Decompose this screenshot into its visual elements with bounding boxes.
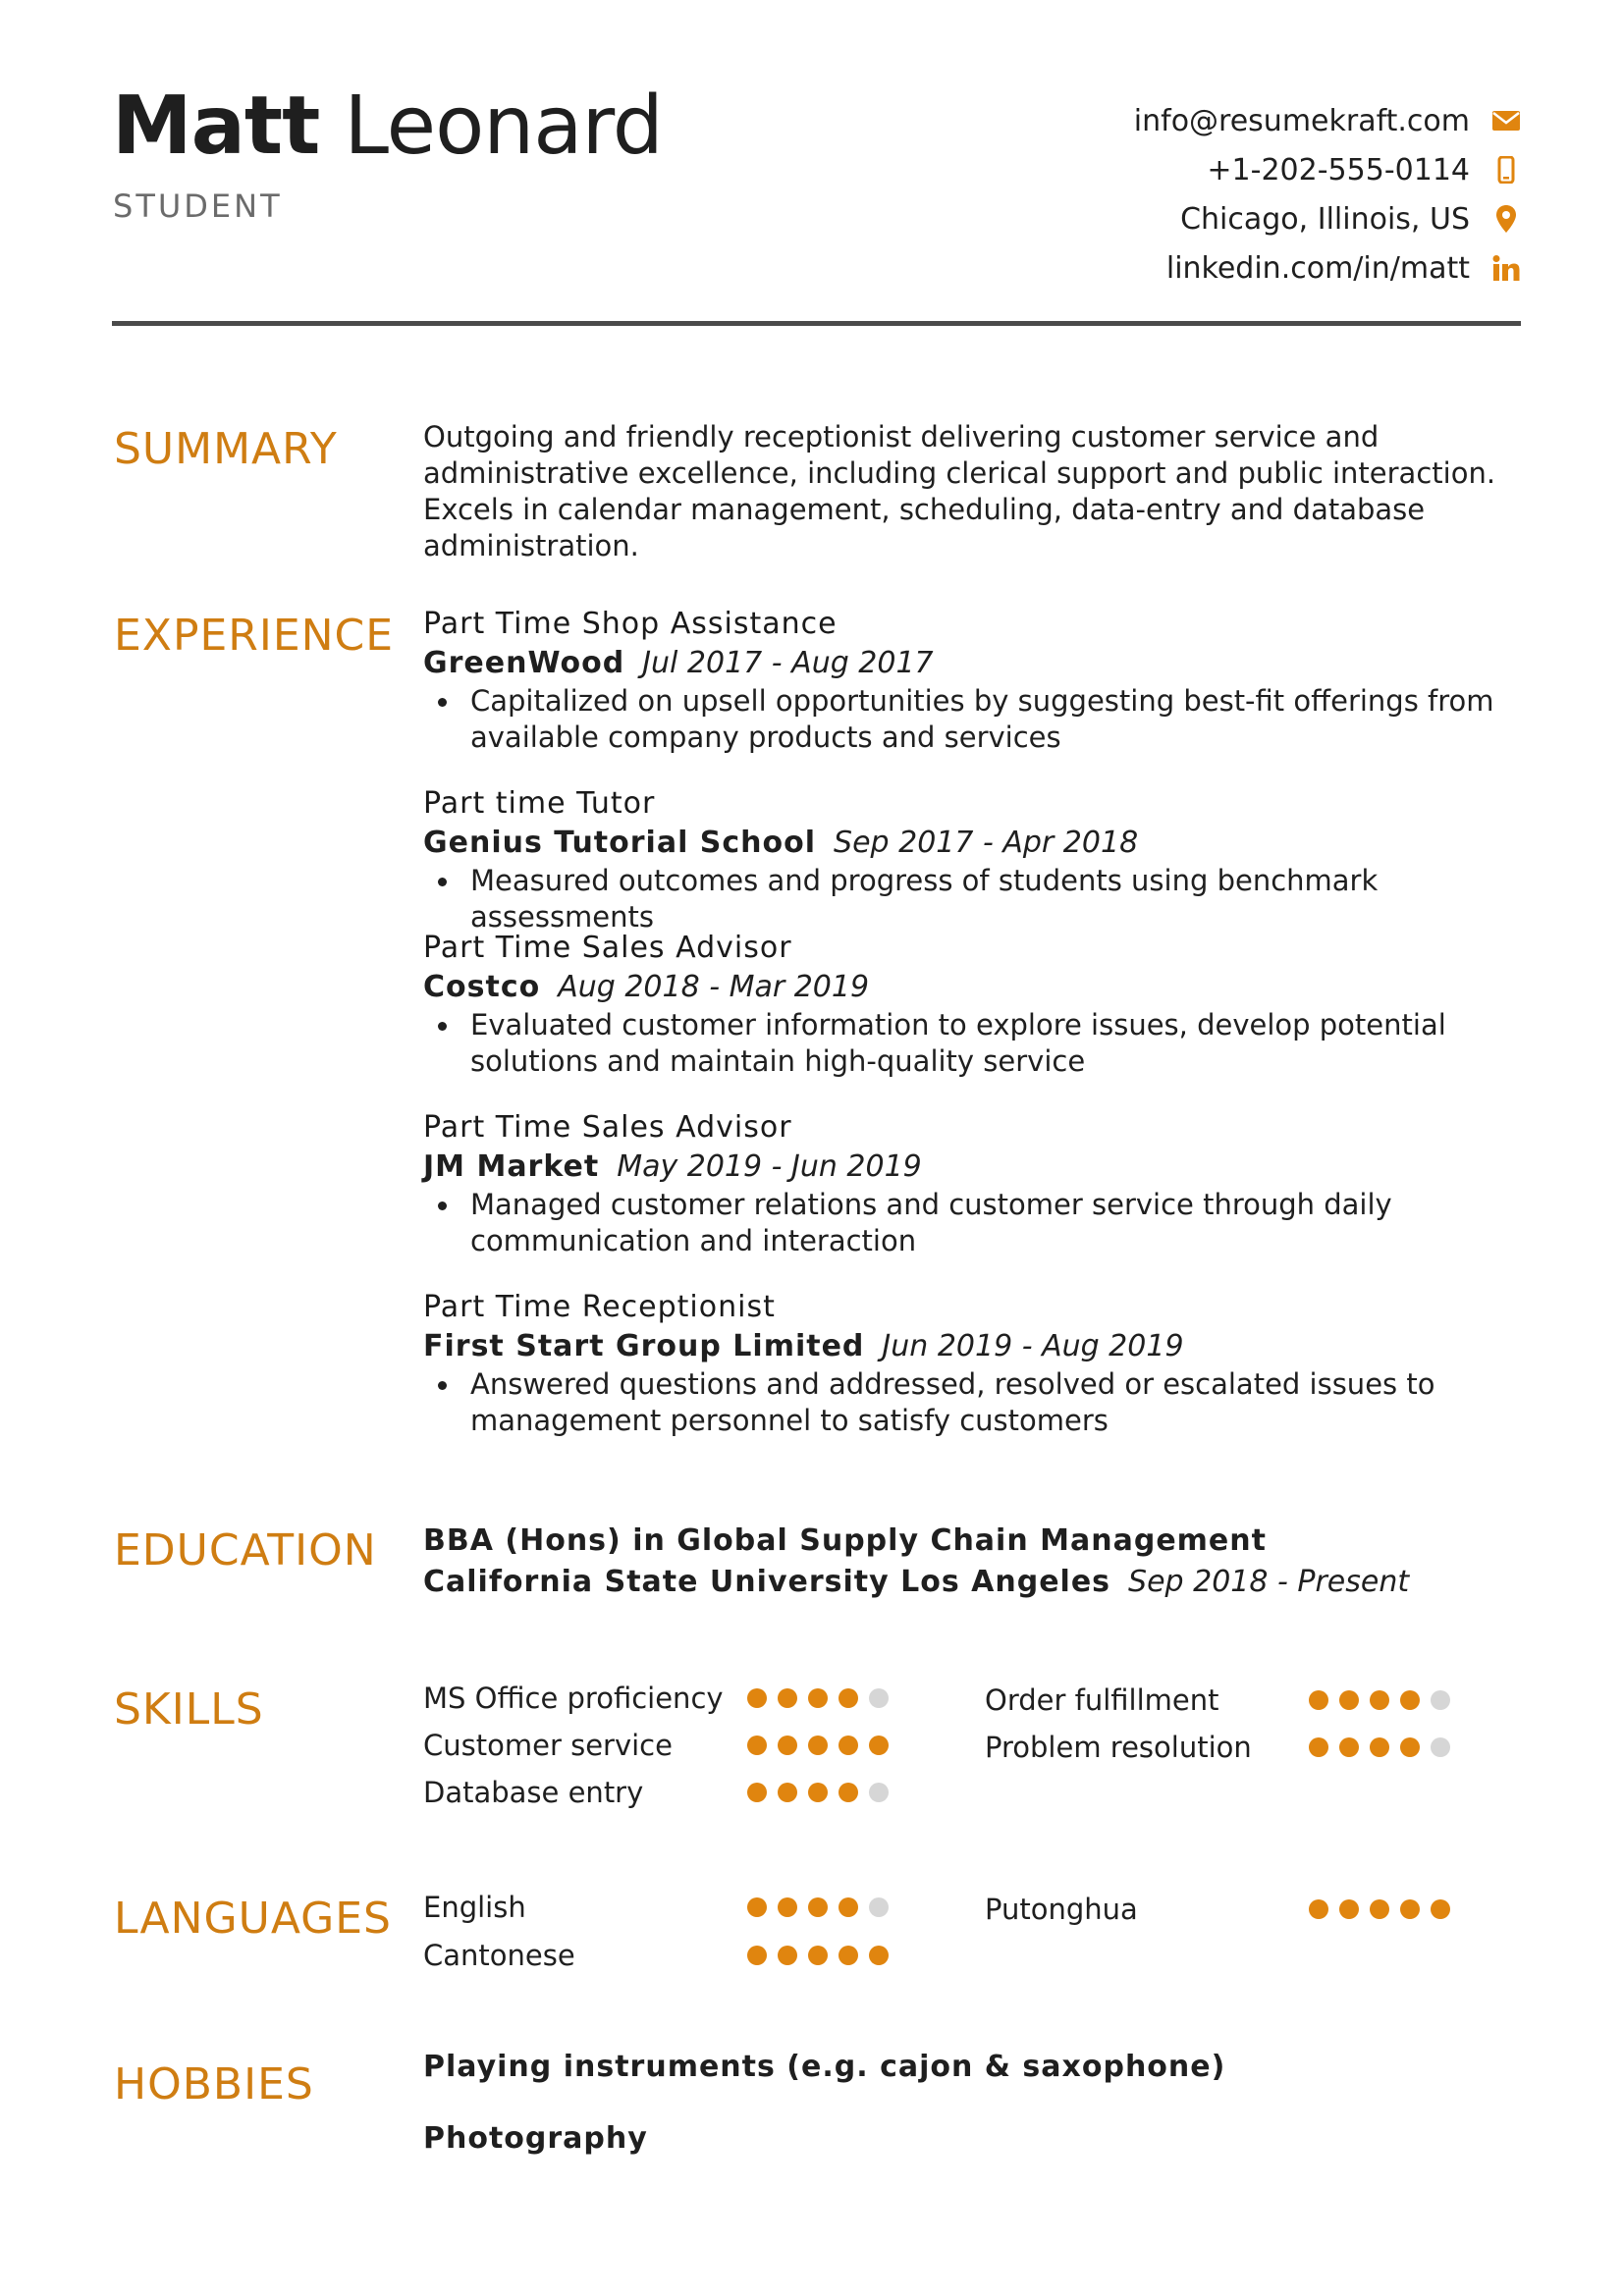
job-company: GreenWood <box>423 646 625 680</box>
job-company: First Start Group Limited <box>423 1329 865 1363</box>
contact-email[interactable] <box>834 96 1521 145</box>
rating-dot-filled <box>778 1897 797 1917</box>
job-bullet: Capitalized on upsell opportunities by suggesting best-fit offerings from available company products and services <box>423 683 1523 756</box>
rating-dot-filled <box>1309 1737 1328 1757</box>
rating-dot-filled <box>1370 1899 1389 1919</box>
location-pin-icon <box>1491 204 1521 234</box>
job-company: Costco <box>423 970 541 1004</box>
contact-linkedin[interactable] <box>834 243 1521 293</box>
rating-dot-filled <box>747 1783 767 1802</box>
rating-dot-filled <box>869 1735 889 1755</box>
skill-name: Database entry <box>423 1776 644 1809</box>
rating-dot-filled <box>808 1688 828 1708</box>
rating-dot-empty <box>869 1783 889 1802</box>
job-company: Genius Tutorial School <box>423 826 817 860</box>
language-name: Cantonese <box>423 1939 575 1972</box>
rating-dot-filled <box>1339 1690 1359 1710</box>
job-dates: Aug 2018 - Mar 2019 <box>558 970 870 1004</box>
rating-dot-filled <box>747 1897 767 1917</box>
rating-dot-filled <box>808 1735 828 1755</box>
phone-icon <box>1491 155 1521 185</box>
job-meta <box>423 824 1523 863</box>
contact-list <box>834 96 1521 293</box>
rating-dot-filled <box>808 1897 828 1917</box>
job-title: Part Time Sales Advisor <box>423 1110 792 1145</box>
candidate-name <box>112 80 663 173</box>
job-meta <box>423 644 1523 683</box>
skill-rating <box>747 1735 899 1755</box>
rating-dot-filled <box>1400 1899 1420 1919</box>
job-bullets <box>423 1007 1523 1080</box>
contact-location <box>834 194 1521 243</box>
language-row <box>423 1884 899 1931</box>
job-title: Part Time Receptionist <box>423 1290 776 1324</box>
skill-rating <box>747 1783 899 1802</box>
rating-dot-filled <box>778 1735 797 1755</box>
skills-section <box>423 1675 1523 1832</box>
language-rating <box>1309 1899 1461 1919</box>
rating-dot-filled <box>839 1688 858 1708</box>
summary-section <box>423 419 1523 564</box>
rating-dot-filled <box>839 1783 858 1802</box>
job-bullets <box>423 1187 1523 1259</box>
rating-dot-empty <box>1431 1690 1450 1710</box>
rating-dot-filled <box>1400 1690 1420 1710</box>
rating-dot-filled <box>839 1946 858 1965</box>
job-bullets <box>423 1366 1523 1439</box>
linkedin-icon <box>1491 253 1521 283</box>
rating-dot-filled <box>1370 1690 1389 1710</box>
rating-dot-empty <box>869 1688 889 1708</box>
job-meta <box>423 968 1523 1007</box>
last-name: Leonard <box>344 80 663 173</box>
rating-dot-filled <box>747 1946 767 1965</box>
education-heading: EDUCATION <box>114 1525 377 1575</box>
contact-location-text: Chicago, Illinois, US <box>1180 201 1470 237</box>
job-bullet: Answered questions and addressed, resolved or escalated issues to management personnel to satisfy customers <box>423 1366 1523 1439</box>
skill-row <box>985 1677 1461 1724</box>
skill-name: Problem resolution <box>985 1731 1252 1764</box>
header-divider <box>112 321 1521 326</box>
education-school: California State University Los Angeles <box>423 1565 1111 1599</box>
job-entry <box>423 1288 1523 1439</box>
language-name: English <box>423 1891 526 1924</box>
language-row <box>985 1886 1461 1933</box>
skill-row <box>423 1722 899 1769</box>
contact-email-text: info@resumekraft.com <box>1133 103 1470 138</box>
job-bullets <box>423 863 1523 935</box>
rating-dot-filled <box>778 1946 797 1965</box>
education-section <box>423 1521 1523 1603</box>
contact-phone-text: +1-202-555-0114 <box>1207 152 1470 187</box>
envelope-icon <box>1491 106 1521 135</box>
rating-dot-filled <box>869 1946 889 1965</box>
rating-dot-filled <box>1400 1737 1420 1757</box>
skill-name: Order fulfillment <box>985 1683 1219 1717</box>
first-name: Matt <box>112 80 320 173</box>
rating-dot-filled <box>1309 1899 1328 1919</box>
language-rating <box>747 1946 899 1965</box>
rating-dot-filled <box>839 1897 858 1917</box>
rating-dot-filled <box>1339 1899 1359 1919</box>
rating-dot-filled <box>778 1688 797 1708</box>
rating-dot-filled <box>1339 1737 1359 1757</box>
rating-dot-filled <box>1309 1690 1328 1710</box>
job-dates: Jul 2017 - Aug 2017 <box>642 646 934 680</box>
rating-dot-empty <box>1431 1737 1450 1757</box>
rating-dot-filled <box>839 1735 858 1755</box>
hobbies-heading: HOBBIES <box>114 2059 314 2109</box>
languages-section <box>423 1884 1523 1992</box>
summary-heading: SUMMARY <box>114 424 338 474</box>
job-entry <box>423 929 1523 1080</box>
job-meta <box>423 1148 1523 1187</box>
job-bullet: Evaluated customer information to explore issues, develop potential solutions and maintain high-quality service <box>423 1007 1523 1080</box>
rating-dot-filled <box>808 1783 828 1802</box>
education-dates: Sep 2018 - Present <box>1128 1565 1410 1599</box>
rating-dot-filled <box>1370 1737 1389 1757</box>
job-bullets <box>423 683 1523 756</box>
skill-rating <box>1309 1737 1461 1757</box>
contact-linkedin-text: linkedin.com/in/matt <box>1165 250 1470 286</box>
rating-dot-filled <box>1431 1899 1450 1919</box>
candidate-role: STUDENT <box>113 187 283 225</box>
job-company: JM Market <box>423 1149 600 1184</box>
languages-heading: LANGUAGES <box>114 1894 392 1944</box>
education-school-line <box>423 1562 1523 1603</box>
experience-heading: EXPERIENCE <box>114 611 395 661</box>
skill-name: Customer service <box>423 1729 673 1762</box>
job-title: Part Time Shop Assistance <box>423 607 838 641</box>
job-bullet: Managed customer relations and customer service through daily communication and interaction <box>423 1187 1523 1259</box>
job-dates: May 2019 - Jun 2019 <box>617 1149 922 1184</box>
language-name: Putonghua <box>985 1893 1138 1926</box>
hobby-item: Photography <box>423 2121 648 2156</box>
education-degree: BBA (Hons) in Global Supply Chain Management <box>423 1523 1267 1558</box>
rating-dot-filled <box>778 1783 797 1802</box>
language-rating <box>747 1897 899 1917</box>
skill-row <box>423 1675 899 1722</box>
rating-dot-empty <box>869 1897 889 1917</box>
job-meta <box>423 1327 1523 1366</box>
contact-phone[interactable] <box>834 145 1521 194</box>
job-entry <box>423 1108 1523 1259</box>
skill-row <box>423 1769 899 1816</box>
rating-dot-filled <box>747 1735 767 1755</box>
job-title: Part Time Sales Advisor <box>423 931 792 965</box>
job-entry <box>423 605 1523 756</box>
job-dates: Sep 2017 - Apr 2018 <box>834 826 1139 860</box>
rating-dot-filled <box>747 1688 767 1708</box>
hobby-item: Playing instruments (e.g. cajon & saxophone) <box>423 2050 1226 2084</box>
job-bullet: Measured outcomes and progress of students using benchmark assessments <box>423 863 1523 935</box>
skill-rating <box>747 1688 899 1708</box>
job-entry <box>423 784 1523 935</box>
skills-heading: SKILLS <box>114 1684 264 1735</box>
skill-row <box>985 1724 1461 1771</box>
summary-text: Outgoing and friendly receptionist delivering customer service and administrative excellence, including clerical support and public interaction. Excels in calendar management, scheduling, data-entry and database administration. <box>423 420 1496 562</box>
hobbies-section <box>423 2050 1523 2187</box>
rating-dot-filled <box>808 1946 828 1965</box>
job-dates: Jun 2019 - Aug 2019 <box>882 1329 1184 1363</box>
skill-name: MS Office proficiency <box>423 1682 724 1715</box>
language-row <box>423 1932 899 1979</box>
job-title: Part time Tutor <box>423 786 656 821</box>
skill-rating <box>1309 1690 1461 1710</box>
